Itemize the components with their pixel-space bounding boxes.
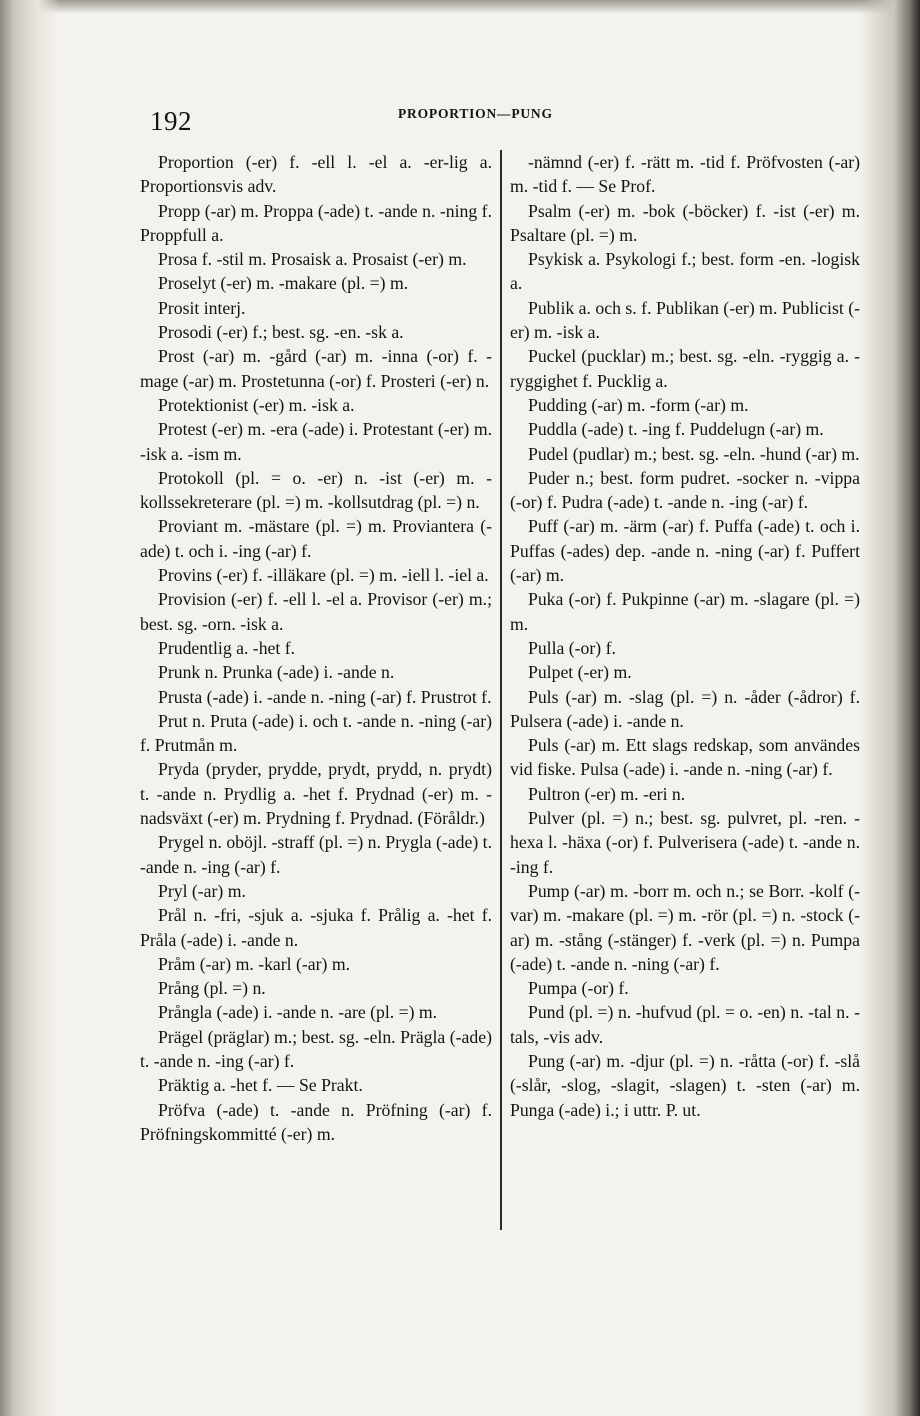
column-divider <box>500 150 502 1230</box>
page-top-shadow <box>0 0 920 14</box>
dictionary-entry: Prost (-ar) m. -gård (-ar) m. -inna (-or) f. -mage (-ar) m. Prostetunna (-or) f. Prosteri (-er) n. <box>140 346 492 391</box>
dictionary-entry: Pump (-ar) m. -borr m. och n.; se Borr. -kolf (-var) m. -makare (pl. =) m. -rör (pl. =) n. -stock (-ar) m. -stång (-stänger) f. -verk (pl. =) n. Pumpa (-ade) t. -ande n. -ning (-ar) f. <box>510 880 860 974</box>
dictionary-entry: Pröfva (-ade) t. -ande n. Pröfning (-ar) f. Pröfningskommitté (-er) m. <box>140 1099 492 1144</box>
dictionary-entry: Propp (-ar) m. Proppa (-ade) t. -ande n. -ning f. Proppfull a. <box>140 200 492 245</box>
dictionary-entry: -nämnd (-er) f. -rätt m. -tid f. Pröfvosten (-ar) m. -tid f. — Se Prof. <box>510 152 860 197</box>
dictionary-entry: Prångla (-ade) i. -ande n. -are (pl. =) m. <box>158 1002 438 1023</box>
dictionary-entry: Prål n. -fri, -sjuk a. -sjuka f. Prålig a. -het f. Pråla (-ade) i. -ande n. <box>140 905 492 950</box>
dictionary-entry: Pryda (pryder, prydde, prydt, prydd, n. prydt) t. -ande n. Prydlig a. -het f. Prydnad (-er) m. -nadsväxt (-er) m. Prydning f. Prydnad. (Föråldr.) <box>140 759 492 829</box>
page-left-shadow <box>0 0 60 1416</box>
left-column <box>140 150 492 1146</box>
running-title: PROPORTION—PUNG <box>398 106 553 121</box>
dictionary-entry: Publik a. och s. f. Publikan (-er) m. Publicist (-er) m. -isk a. <box>510 297 860 343</box>
dictionary-entry: Pryl (-ar) m. <box>158 880 246 901</box>
dictionary-entry: Protest (-er) m. -era (-ade) i. Protestant (-er) m. -isk a. -ism m. <box>140 419 492 464</box>
dictionary-entry: Puls (-ar) m. Ett slags redskap, som användes vid fiske. Pulsa (-ade) i. -ande n. -ning (-ar) f. <box>510 735 860 780</box>
dictionary-entry: Protektionist (-er) m. -isk a. <box>158 394 355 415</box>
dictionary-entry: Pråm (-ar) m. -karl (-ar) m. <box>158 953 351 974</box>
dictionary-entry: Pulpet (-er) m. <box>528 662 632 683</box>
page-right-shadow <box>860 0 920 1416</box>
dictionary-entry: Prut n. Pruta (-ade) i. och t. -ande n. -ning (-ar) f. Prutmån m. <box>140 710 492 756</box>
dictionary-entry: Prygel n. oböjl. -straff (pl. =) n. Prygla (-ade) t. -ande n. -ing (-ar) f. <box>140 832 492 877</box>
dictionary-entry: Pudel (pudlar) m.; best. sg. -eln. -hund (-ar) m. <box>528 443 860 464</box>
dictionary-entry: Pumpa (-or) f. <box>528 978 629 999</box>
dictionary-entry: Prosa f. -stil m. Prosaisk a. Prosaist (-er) m. <box>158 249 467 270</box>
dictionary-entry: Pung (-ar) m. -djur (pl. =) n. -råtta (-or) f. -slå (-slår, -slog, -slagit, -slagen) t. -sten (-ar) m. Punga (-ade) i.; i uttr. P. ut. <box>510 1050 860 1120</box>
dictionary-entry: Puff (-ar) m. -ärm (-ar) f. Puffa (-ade) t. och i. Puffas (-ades) dep. -ande n. -ning (-ar) f. Puffert (-ar) m. <box>510 516 860 586</box>
right-column <box>510 150 860 1122</box>
dictionary-entry: Prägel (präglar) m.; best. sg. -eln. Prägla (-ade) t. -ande n. -ing (-ar) f. <box>140 1026 492 1071</box>
dictionary-entry: Prosit interj. <box>158 297 246 318</box>
dictionary-entry: Psykisk a. Psykologi f.; best. form -en. -logisk a. <box>510 249 860 294</box>
dictionary-entry: Pudding (-ar) m. -form (-ar) m. <box>528 394 749 415</box>
dictionary-entry: Puka (-or) f. Pukpinne (-ar) m. -slagare (pl. =) m. <box>510 589 860 634</box>
dictionary-entry: Prudentlig a. -het f. <box>158 637 296 658</box>
dictionary-entry: Psalm (-er) m. -bok (-böcker) f. -ist (-er) m. Psaltare (pl. =) m. <box>510 200 860 245</box>
dictionary-entry: Proportion (-er) f. -ell l. -el a. -er-lig a. Proportionsvis adv. <box>140 152 492 197</box>
dictionary-entry: Pultron (-er) m. -eri n. <box>528 783 686 804</box>
dictionary-entry: Proselyt (-er) m. -makare (pl. =) m. <box>158 273 409 294</box>
dictionary-entry: Prunk n. Prunka (-ade) i. -ande n. <box>158 662 395 683</box>
dictionary-entry: Pulver (pl. =) n.; best. sg. pulvret, pl. -ren. -hexa l. -häxa (-or) f. Pulverisera (-ade) t. -ande n. -ing f. <box>510 808 860 877</box>
dictionary-entry: Puckel (pucklar) m.; best. sg. -eln. -ryggig a. -ryggighet f. Pucklig a. <box>510 346 860 391</box>
dictionary-entry: Provins (-er) f. -illäkare (pl. =) m. -iell l. -iel a. <box>158 565 489 586</box>
page-number: 192 <box>150 106 192 136</box>
dictionary-entry: Prosodi (-er) f.; best. sg. -en. -sk a. <box>158 322 404 343</box>
dictionary-entry: Prusta (-ade) i. -ande n. -ning (-ar) f. Prustrot f. <box>158 686 492 707</box>
dictionary-entry: Puder n.; best. form pudret. -socker n. -vippa (-or) f. Pudra (-ade) t. -ande n. -ing (-ar) f. <box>510 467 860 513</box>
dictionary-entry: Puddla (-ade) t. -ing f. Puddelugn (-ar) m. <box>528 419 824 440</box>
dictionary-entry: Provision (-er) f. -ell l. -el a. Provisor (-er) m.; best. sg. -orn. -isk a. <box>140 589 492 634</box>
dictionary-entry: Proviant m. -mästare (pl. =) m. Proviantera (-ade) t. och i. -ing (-ar) f. <box>140 516 492 561</box>
dictionary-entry: Protokoll (pl. = o. -er) n. -ist (-er) m. -kollssekreterare (pl. =) m. -kollsutdrag (pl. =) n. <box>140 467 492 513</box>
dictionary-entry: Pund (pl. =) n. -hufvud (pl. = o. -en) n. -tal n. -tals, -vis adv. <box>510 1002 860 1047</box>
dictionary-entry: Präktig a. -het f. — Se Prakt. <box>158 1075 363 1096</box>
dictionary-entry: Pulla (-or) f. <box>528 637 616 658</box>
dictionary-entry: Prång (pl. =) n. <box>158 978 266 999</box>
dictionary-entry: Puls (-ar) m. -slag (pl. =) n. -åder (-ådror) f. Pulsera (-ade) i. -ande n. <box>510 686 860 731</box>
